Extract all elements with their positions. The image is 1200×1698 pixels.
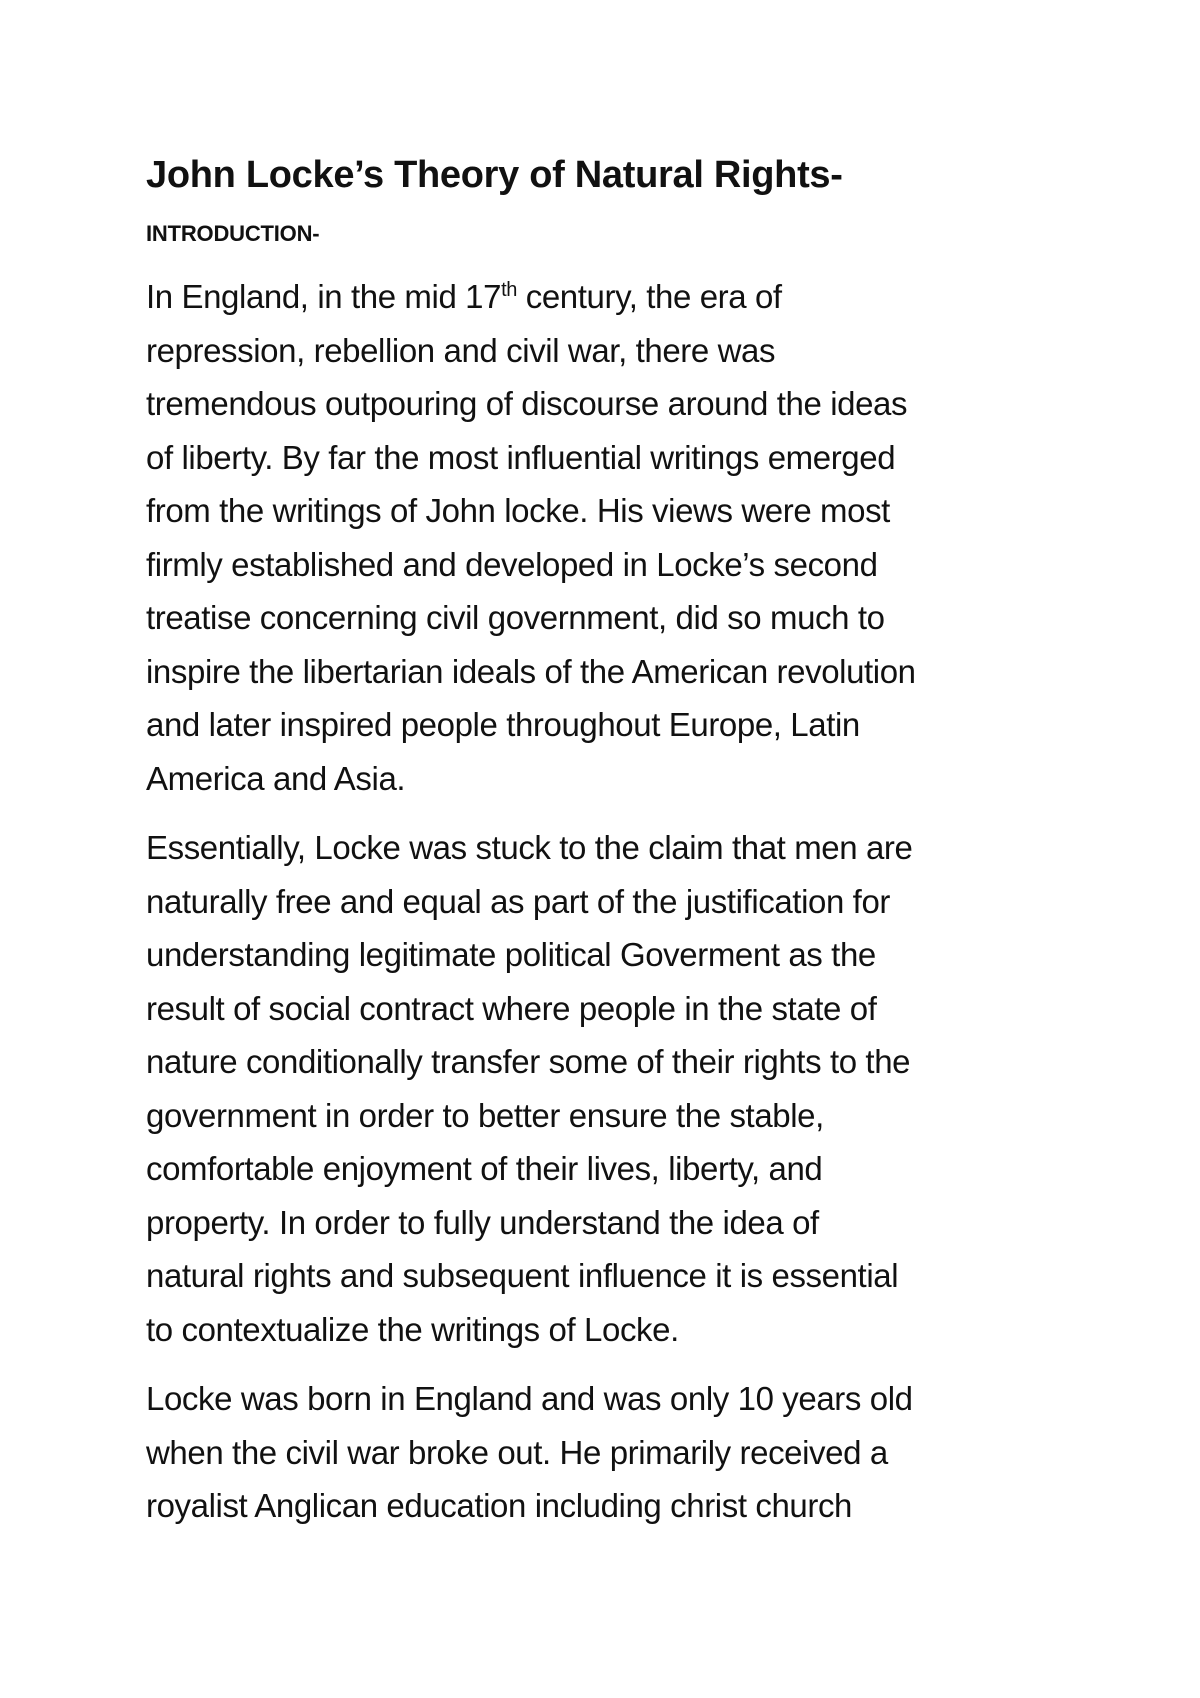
paragraph-line: result of social contract where people in the state of bbox=[146, 989, 877, 1027]
paragraph-line: inspire the libertarian ideals of the American revolution bbox=[146, 652, 916, 690]
paragraph-line: America and Asia. bbox=[146, 759, 406, 797]
line-text: In England, in the mid 17 bbox=[146, 278, 502, 315]
paragraph-line: from the writings of John locke. His views were most bbox=[146, 492, 890, 529]
paragraph-2 bbox=[146, 821, 1086, 1356]
paragraph-line: natural rights and subsequent influence it is essential bbox=[146, 1257, 899, 1294]
paragraph-line: tremendous outpouring of discourse around the ideas bbox=[146, 385, 908, 422]
paragraph-line: repression, rebellion and civil war, there was bbox=[146, 331, 776, 369]
paragraph-line: firmly established and developed in Locke’s second bbox=[146, 545, 878, 583]
ordinal-superscript: th bbox=[501, 279, 517, 301]
document-content bbox=[146, 150, 1086, 1549]
paragraph-line: Essentially, Locke was stuck to the claim that men are bbox=[146, 829, 913, 866]
paragraph-line: treatise concerning civil government, did so much to bbox=[146, 599, 885, 636]
paragraph-line: property. In order to fully understand the idea of bbox=[146, 1203, 819, 1241]
paragraph-line: when the civil war broke out. He primarily received a bbox=[146, 1433, 888, 1471]
paragraph-line: royalist Anglican education including christ church bbox=[146, 1487, 853, 1524]
paragraph-line: to contextualize the writings of Locke. bbox=[146, 1310, 679, 1348]
document-title: John Locke’s Theory of Natural Rights- bbox=[146, 154, 843, 196]
paragraph-line: government in order to better ensure the stable, bbox=[146, 1096, 824, 1134]
paragraph-line: of liberty. By far the most influential writings emerged bbox=[146, 438, 896, 476]
line-text: century, the era of bbox=[516, 278, 782, 315]
paragraph-line: Locke was born in England and was only 10 years old bbox=[146, 1380, 913, 1417]
paragraph-line bbox=[146, 270, 1086, 324]
paragraph-3 bbox=[146, 1372, 1086, 1533]
paragraph-1 bbox=[146, 270, 1086, 805]
paragraph-line: understanding legitimate political Goverment as the bbox=[146, 936, 876, 973]
paragraph-line: naturally free and equal as part of the justification for bbox=[146, 882, 890, 920]
paragraph-line: comfortable enjoyment of their lives, liberty, and bbox=[146, 1150, 823, 1187]
paragraph-line: nature conditionally transfer some of their rights to the bbox=[146, 1043, 911, 1080]
section-heading: INTRODUCTION- bbox=[146, 221, 320, 246]
paragraph-line: and later inspired people throughout Europe, Latin bbox=[146, 706, 860, 743]
